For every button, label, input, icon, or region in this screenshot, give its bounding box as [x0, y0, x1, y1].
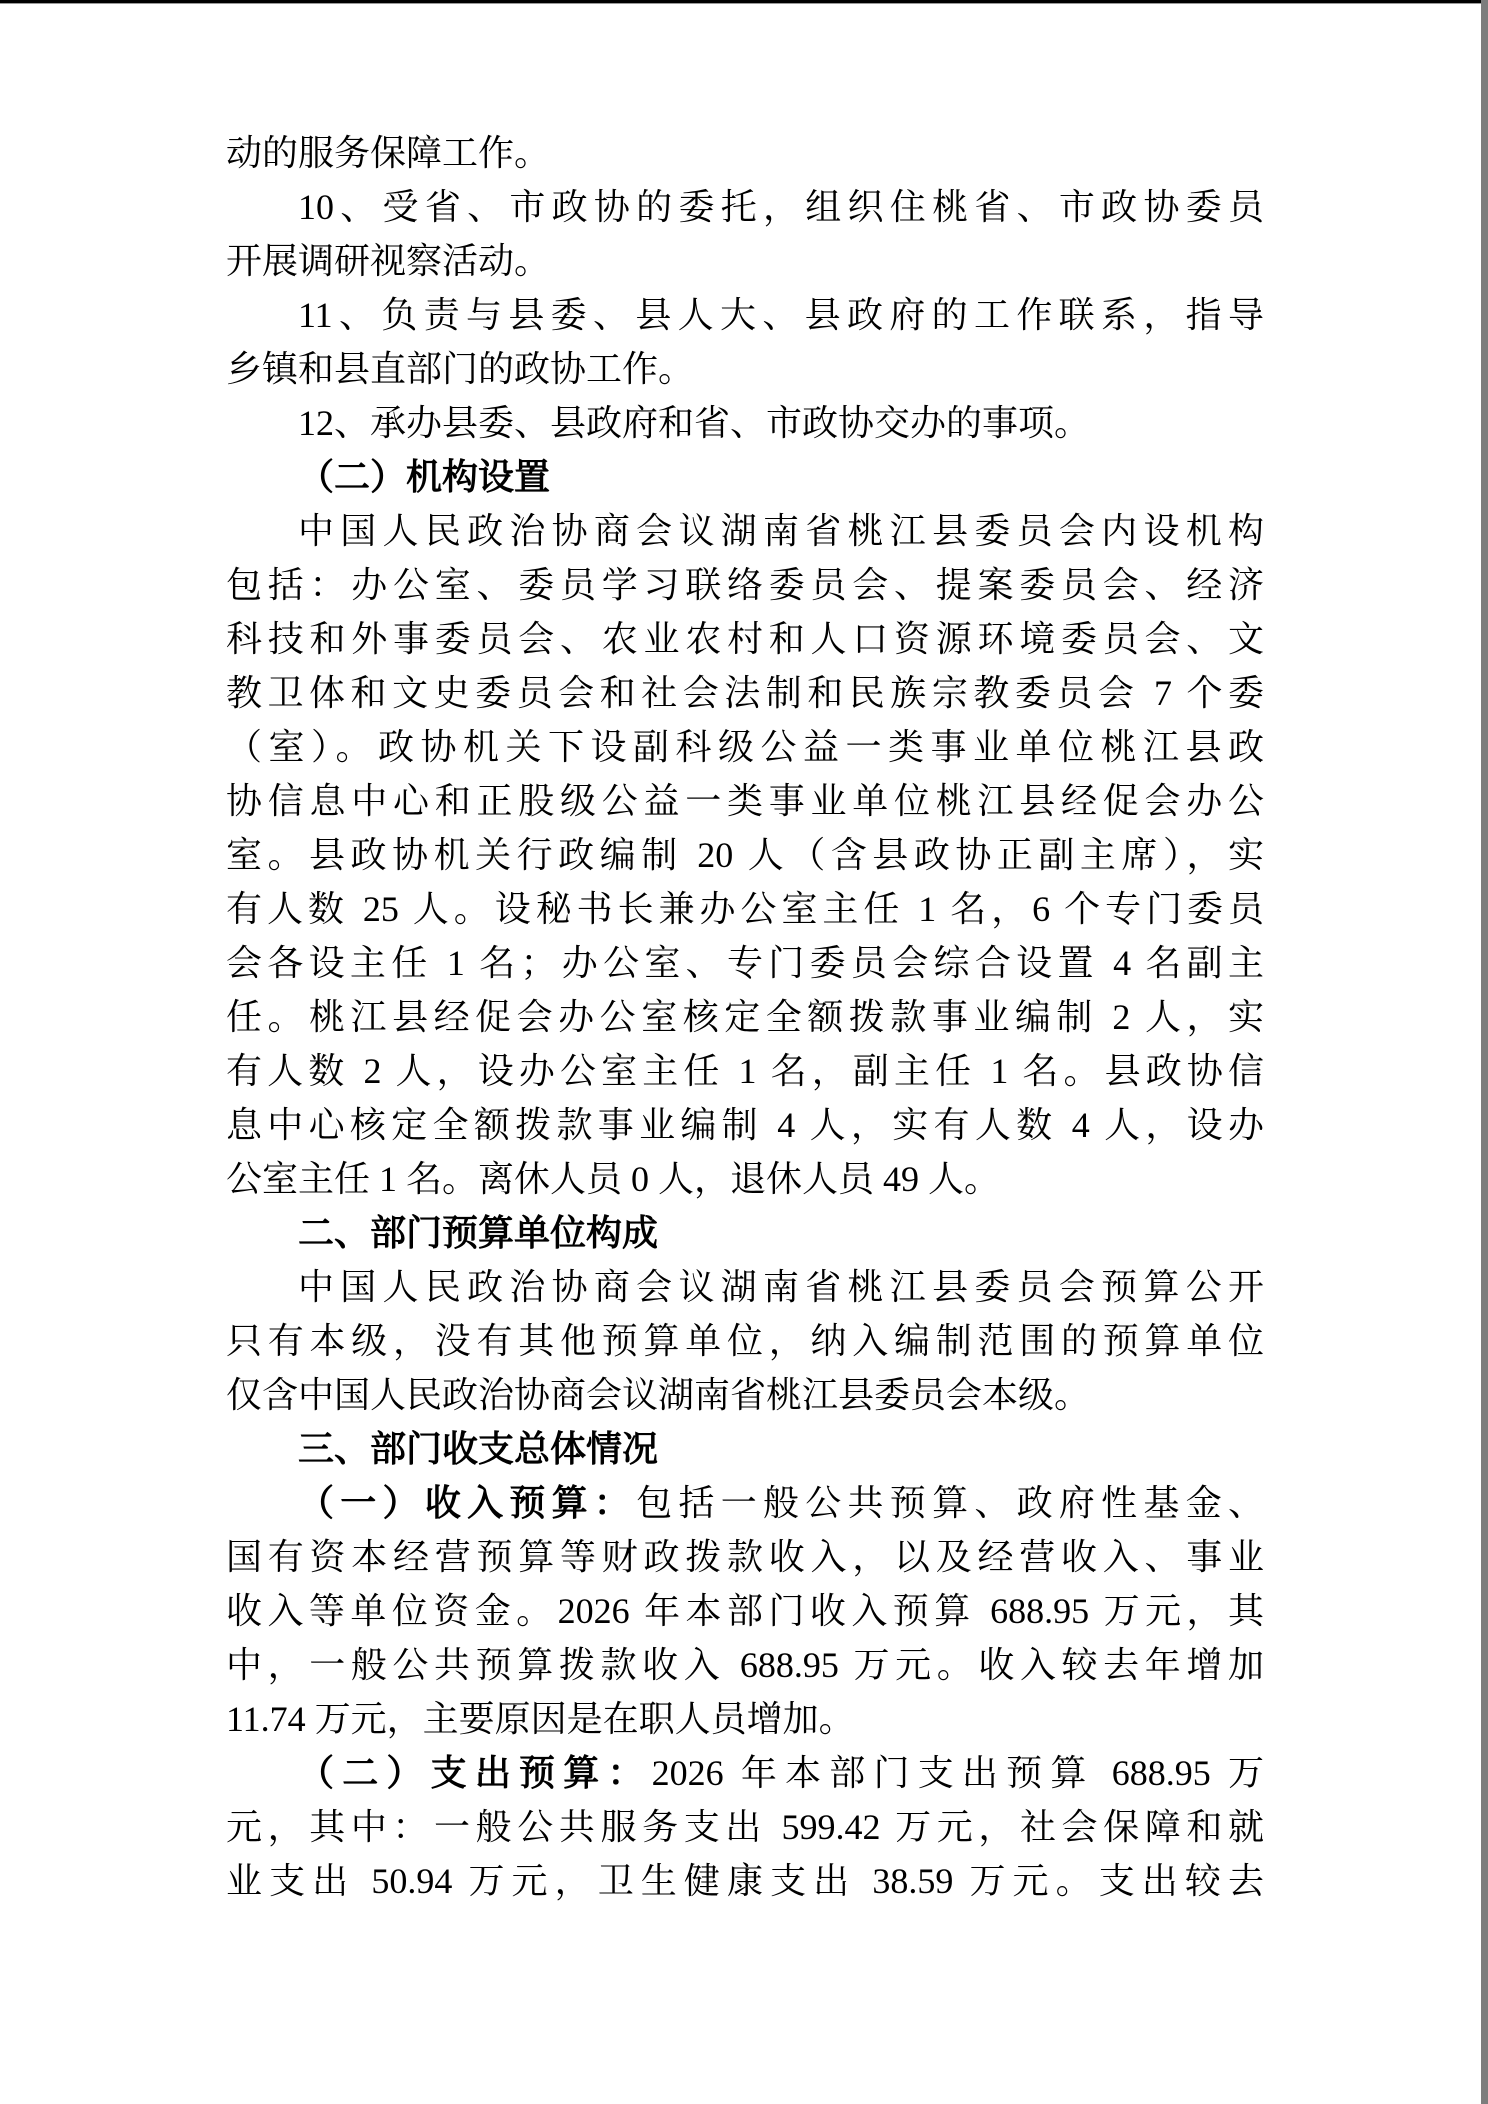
- text-run: 乡镇和县直部门的政协工作。: [226, 349, 695, 389]
- text-line: [226, 990, 1264, 1044]
- text-line: [226, 882, 1264, 936]
- text-line: [226, 1800, 1264, 1854]
- text-line: [226, 180, 1264, 234]
- text-run: 11、负责与县委、县人大、县政府的工作联系，指导: [298, 295, 1264, 335]
- page-right-edge: [1481, 0, 1488, 2104]
- text-line: [226, 234, 1264, 288]
- text-line: [226, 1854, 1264, 1908]
- text-run: 只有本级，没有其他预算单位，纳入编制范围的预算单位: [226, 1321, 1264, 1361]
- text-line: [226, 1152, 1264, 1206]
- text-line: [226, 828, 1264, 882]
- text-line: [226, 1368, 1264, 1422]
- text-run: 会各设主任 1 名；办公室、专门委员会综合设置 4 名副主: [226, 943, 1264, 983]
- text-line: [226, 774, 1264, 828]
- text-line: [226, 504, 1264, 558]
- text-line: [226, 1098, 1264, 1152]
- text-run: 包括：办公室、委员学习联络委员会、提案委员会、经济: [226, 565, 1264, 605]
- text-run: 任。桃江县经促会办公室核定全额拨款事业编制 2 人，实: [226, 997, 1264, 1037]
- text-run: （室）。政协机关下设副科级公益一类事业单位桃江县政: [226, 727, 1264, 767]
- text-run: 有人数 2 人，设办公室主任 1 名，副主任 1 名。县政协信: [226, 1051, 1264, 1091]
- text-line: [226, 936, 1264, 990]
- text-run: 收入等单位资金。2026 年本部门收入预算 688.95 万元，其: [226, 1591, 1264, 1631]
- text-line: [226, 396, 1264, 450]
- text-run: 元，其中：一般公共服务支出 599.42 万元，社会保障和就: [226, 1807, 1264, 1847]
- text-line: [226, 450, 1264, 504]
- page-top-border-shadow: [0, 3, 1488, 4]
- text-run: 中国人民政治协商会议湖南省桃江县委员会预算公开: [298, 1267, 1264, 1307]
- text-run: 11.74 万元，主要原因是在职人员增加。: [226, 1699, 855, 1739]
- bold-text-run: （一）收入预算：: [298, 1482, 637, 1523]
- text-run: 动的服务保障工作。: [226, 133, 551, 173]
- text-run: 有人数 25 人。设秘书长兼办公室主任 1 名，6 个专门委员: [226, 889, 1264, 929]
- text-run: 室。县政协机关行政编制 20 人（含县政协正副主席），实: [226, 835, 1264, 875]
- text-line: [226, 612, 1264, 666]
- text-run: 国有资本经营预算等财政拨款收入，以及经营收入、事业: [226, 1537, 1264, 1577]
- text-line: [226, 558, 1264, 612]
- text-line: [226, 1476, 1264, 1530]
- text-line: [226, 1044, 1264, 1098]
- text-run: 10、受省、市政协的委托，组织住桃省、市政协委员: [298, 187, 1264, 227]
- text-line: [226, 1314, 1264, 1368]
- text-run: 协信息中心和正股级公益一类事业单位桃江县经促会办公: [226, 781, 1264, 821]
- text-run: 中国人民政治协商会议湖南省桃江县委员会内设机构: [298, 511, 1264, 551]
- text-line: [226, 1746, 1264, 1800]
- text-run: 中，一般公共预算拨款收入 688.95 万元。收入较去年增加: [226, 1645, 1264, 1685]
- text-line: [226, 1692, 1264, 1746]
- text-run: 息中心核定全额拨款事业编制 4 人，实有人数 4 人，设办: [226, 1105, 1264, 1145]
- text-run: 教卫体和文史委员会和社会法制和民族宗教委员会 7 个委: [226, 673, 1264, 713]
- text-line: [226, 288, 1264, 342]
- text-run: 12、承办县委、县政府和省、市政协交办的事项。: [298, 403, 1091, 443]
- text-run: 包括一般公共预算、政府性基金、: [636, 1483, 1264, 1523]
- text-run: 公室主任 1 名。离休人员 0 人，退休人员 49 人。: [226, 1159, 1001, 1199]
- text-line: [226, 720, 1264, 774]
- bold-text-run: （二）机构设置: [298, 456, 551, 497]
- bold-text-run: （二）支出预算：: [298, 1752, 652, 1793]
- text-line: [226, 1260, 1264, 1314]
- text-line: [226, 1584, 1264, 1638]
- text-run: 2026 年本部门支出预算 688.95 万: [651, 1753, 1264, 1793]
- text-line: [226, 1638, 1264, 1692]
- document-body: [226, 126, 1264, 1908]
- text-line: [226, 1206, 1264, 1260]
- text-line: [226, 1422, 1264, 1476]
- text-line: [226, 666, 1264, 720]
- text-line: [226, 126, 1264, 180]
- text-run: 科技和外事委员会、农业农村和人口资源环境委员会、文: [226, 619, 1264, 659]
- text-run: 仅含中国人民政治协商会议湖南省桃江县委员会本级。: [226, 1375, 1091, 1415]
- text-run: 开展调研视察活动。: [226, 241, 551, 281]
- text-line: [226, 1530, 1264, 1584]
- bold-text-run: 三、部门收支总体情况: [298, 1428, 659, 1469]
- text-line: [226, 342, 1264, 396]
- text-run: 业支出 50.94 万元，卫生健康支出 38.59 万元。支出较去: [226, 1861, 1264, 1901]
- bold-text-run: 二、部门预算单位构成: [298, 1212, 659, 1253]
